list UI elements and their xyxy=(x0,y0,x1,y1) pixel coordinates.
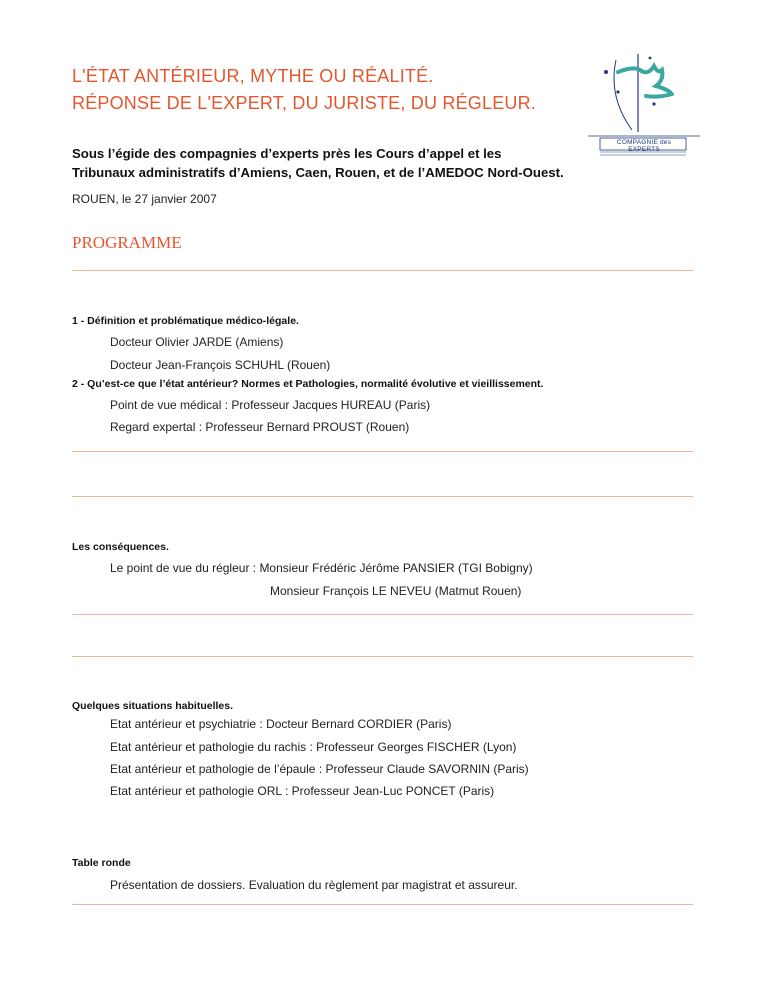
subtitle-line1: Sous l’égide des compagnies d’experts près les Cours d’appel et les xyxy=(72,146,502,161)
compagnie-experts-logo xyxy=(588,52,700,162)
section-heading-etat-anterieur: 2 - Qu’est-ce que l’état antérieur? Normes et Pathologies, normalité évolutive et vieillissement. xyxy=(72,378,544,390)
speaker-item: Présentation de dossiers. Evaluation du règlement par magistrat et assureur. xyxy=(110,878,518,892)
section-heading-table-ronde: Table ronde xyxy=(72,857,131,869)
subtitle-line2: Tribunaux administratifs d’Amiens, Caen, Rouen, et de l’AMEDOC Nord-Ouest. xyxy=(72,165,564,180)
speaker-item: Regard expertal : Professeur Bernard PROUST (Rouen) xyxy=(110,420,410,434)
section-heading-definition: 1 - Définition et problématique médico-légale. xyxy=(72,315,299,327)
section-heading-consequences: Les conséquences. xyxy=(72,541,169,553)
speaker-item: Etat antérieur et psychiatrie : Docteur Bernard CORDIER (Paris) xyxy=(110,717,452,731)
speaker-item: Docteur Olivier JARDE (Amiens) xyxy=(110,335,284,349)
section-heading-situations: Quelques situations habituelles. xyxy=(72,700,234,712)
logo-text: COMPAGNIE des EXPERTS xyxy=(616,139,672,153)
programme-heading: PROGRAMME xyxy=(72,233,182,252)
divider xyxy=(72,270,693,271)
speaker-item: Le point de vue du régleur : Monsieur Frédéric Jérôme PANSIER (TGI Bobigny) xyxy=(110,561,533,575)
speaker-item: Monsieur François LE NEVEU (Matmut Rouen) xyxy=(270,584,522,598)
speaker-item: Docteur Jean-François SCHUHL (Rouen) xyxy=(110,358,331,372)
speaker-item: Etat antérieur et pathologie de l’épaule : Professeur Claude SAVORNIN (Paris) xyxy=(110,762,529,776)
document-title-line1: L'ÉTAT ANTÉRIEUR, MYTHE OU RÉALITÉ. xyxy=(72,66,434,86)
divider xyxy=(72,656,693,657)
speaker-item: Point de vue médical : Professeur Jacques HUREAU (Paris) xyxy=(110,398,431,412)
divider xyxy=(72,904,693,905)
divider xyxy=(72,614,693,615)
speaker-item: Etat antérieur et pathologie du rachis : Professeur Georges FISCHER (Lyon) xyxy=(110,740,517,754)
divider xyxy=(72,496,693,497)
event-date: ROUEN, le 27 janvier 2007 xyxy=(72,192,217,206)
speaker-item: Etat antérieur et pathologie ORL : Professeur Jean-Luc PONCET (Paris) xyxy=(110,784,495,798)
divider xyxy=(72,451,693,452)
document-title-line2: RÉPONSE DE L'EXPERT, DU JURISTE, DU RÉGLEUR. xyxy=(72,93,537,113)
